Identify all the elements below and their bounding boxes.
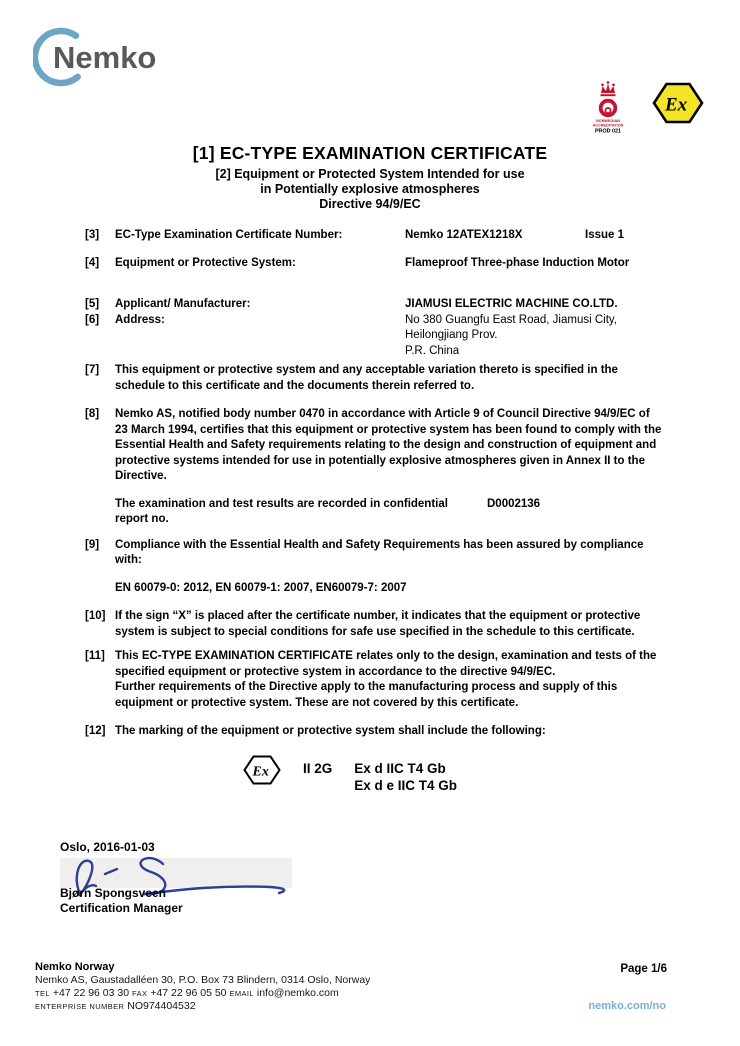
- footer-company: Nemko Norway: [35, 961, 115, 973]
- clause-number: [9]: [85, 538, 100, 551]
- marking-code-2: Ex d e IIC T4 Gb: [354, 778, 458, 793]
- footer-address: Nemko AS, Gaustadalléen 30, P.O. Box 73 Blindern, 0314 Oslo, Norway: [35, 974, 371, 986]
- certificate-subtitle-2: in Potentially explosive atmospheres: [260, 182, 480, 196]
- crown-icon: [601, 81, 616, 96]
- nemko-logo-graphic: [33, 24, 163, 90]
- tel-value: +47 22 96 03 30: [52, 987, 130, 999]
- clause-text: Nemko AS, notified body number 0470 in accordance with Article 9 of Council Directive 94/9/EC of 23 March 1994, certifies that this equipment or protective system has been found to comply with the Essential Health and Safety requirements relating to the design and construction of equipment and protective systems intended for use in potentially explosive atmospheres given in Annex II to the Directive.: [115, 408, 662, 482]
- clause-9: [85, 538, 663, 597]
- signature-place-date: Oslo, 2016-01-03: [60, 840, 155, 854]
- marking-section: [243, 754, 663, 795]
- ex-marking-label: Ex: [252, 764, 269, 779]
- clause-number: [5]: [85, 298, 100, 310]
- report-label: The examination and test results are recorded in confidential report no.: [115, 497, 448, 525]
- field-label: Applicant/ Manufacturer:: [115, 298, 251, 310]
- clause-text: This EC-TYPE EXAMINATION CERTIFICATE relates only to the design, examination and tests of the specified equipment or protective system in accordance to the directive 94/9/EC.: [115, 650, 657, 678]
- signatory-block: [60, 886, 183, 915]
- field-equipment: [85, 256, 663, 272]
- certificate-body: [85, 228, 663, 795]
- clause-text: If the sign “X” is placed after the certificate number, it indicates that the equipment or protective system is subject to special conditions for safe use specified in the schedule to this certificate.: [115, 610, 641, 638]
- report-number: D0002136: [487, 497, 541, 510]
- field-label: EC-Type Examination Certificate Number:: [115, 229, 343, 241]
- website-link[interactable]: nemko.com/no: [588, 1000, 666, 1012]
- certificate-title: [1] EC-TYPE EXAMINATION CERTIFICATE: [192, 143, 548, 163]
- nemko-logo: [33, 24, 163, 95]
- standards-list: EN 60079-0: 2012, EN 60079-1: 2007, EN60079-7: 2007: [115, 581, 407, 594]
- footer-enterprise: [35, 1000, 370, 1013]
- footer-contact: [35, 987, 370, 1000]
- field-label: Address:: [115, 313, 165, 326]
- email-value: info@nemko.com: [256, 987, 339, 999]
- marking-group: II 2G: [303, 760, 333, 776]
- certification-badges: [588, 80, 704, 141]
- signatory-name: Bjørn Spongsveen: [60, 886, 167, 900]
- field-label: Equipment or Protective System:: [115, 256, 296, 269]
- clause-number: [11]: [85, 650, 105, 662]
- certificate-title-block: [0, 143, 740, 212]
- accreditation-text-line3: PROD 021: [594, 128, 622, 135]
- marking-code-1: Ex d IIC T4 Gb: [354, 760, 446, 776]
- ex-badge-label: Ex: [665, 94, 688, 116]
- enterprise-number: NO974404532: [127, 1000, 196, 1012]
- accreditation-graphic: [588, 80, 628, 136]
- issue-label: Issue 1: [585, 229, 624, 241]
- tel-label: TEL: [35, 989, 50, 998]
- email-label: EMAIL: [229, 989, 254, 998]
- logo-wordmark: Nemko: [53, 40, 157, 75]
- enterprise-label: ENTERPRISE NUMBER: [35, 1002, 125, 1011]
- applicant-value: JIAMUSI ELECTRIC MACHINE CO.LTD.: [405, 298, 618, 310]
- ex-hexagon-icon: [652, 80, 704, 126]
- clause-text: Further requirements of the Directive apply to the manufacturing process and supply of this equipment or protective system. These are not covered by this certificate.: [115, 681, 618, 709]
- clause-text: The marking of the equipment or protective system shall include the following:: [115, 725, 546, 737]
- clause-text: Compliance with the Essential Health and Safety Requirements has been assured by compliance with:: [115, 538, 644, 566]
- clause-number: [12]: [85, 725, 106, 737]
- clause-number: [3]: [85, 229, 100, 241]
- fax-value: +47 22 96 05 50: [150, 987, 227, 999]
- address-line: Heilongjiang Prov.: [405, 329, 498, 341]
- address-line: P.R. China: [405, 344, 460, 357]
- certificate-subtitle-1: [2] Equipment or Protected System Intended for use: [215, 167, 525, 181]
- accreditation-text-line2: ACCREDITATION: [592, 123, 624, 128]
- clause-8: [85, 407, 663, 485]
- address-line: No 380 Guangfu East Road, Jiamusi City,: [405, 313, 618, 326]
- field-applicant: [85, 297, 663, 313]
- equipment-value: Flameproof Three-phase Induction Motor: [405, 256, 630, 269]
- clause-text: This equipment or protective system and any acceptable variation thereto is specified in the schedule to this certificate and the documents therein referred to.: [115, 364, 618, 392]
- clause-number: [7]: [85, 364, 100, 376]
- certificate-number-value: Nemko 12ATEX1218X: [405, 229, 523, 241]
- report-reference: [85, 497, 663, 528]
- norwegian-accreditation-badge: [588, 80, 628, 141]
- address-value: [405, 313, 663, 360]
- clause-number: [10]: [85, 610, 106, 622]
- clause-number: [6]: [85, 313, 100, 326]
- certificate-subtitle-3: Directive 94/9/EC: [319, 197, 421, 211]
- footer-company-block: [35, 961, 370, 1013]
- ex-marking-icon: [243, 754, 281, 786]
- marking-codes: [354, 760, 457, 795]
- clause-10: [85, 609, 663, 640]
- page-number: Page 1/6: [620, 963, 667, 975]
- atex-ex-badge: [652, 80, 704, 131]
- signatory-role: Certification Manager: [60, 900, 183, 915]
- accreditation-symbol-icon: [601, 101, 616, 116]
- clause-11: [85, 649, 663, 711]
- accreditation-text-line1: NORWEGIAN: [596, 119, 620, 123]
- clause-12: [85, 724, 663, 740]
- field-certificate-number: [85, 228, 663, 244]
- clause-number: [8]: [85, 408, 100, 420]
- fax-label: FAX: [132, 989, 148, 998]
- clause-number: [4]: [85, 256, 100, 269]
- field-address: [85, 313, 663, 360]
- clause-7: [85, 363, 663, 394]
